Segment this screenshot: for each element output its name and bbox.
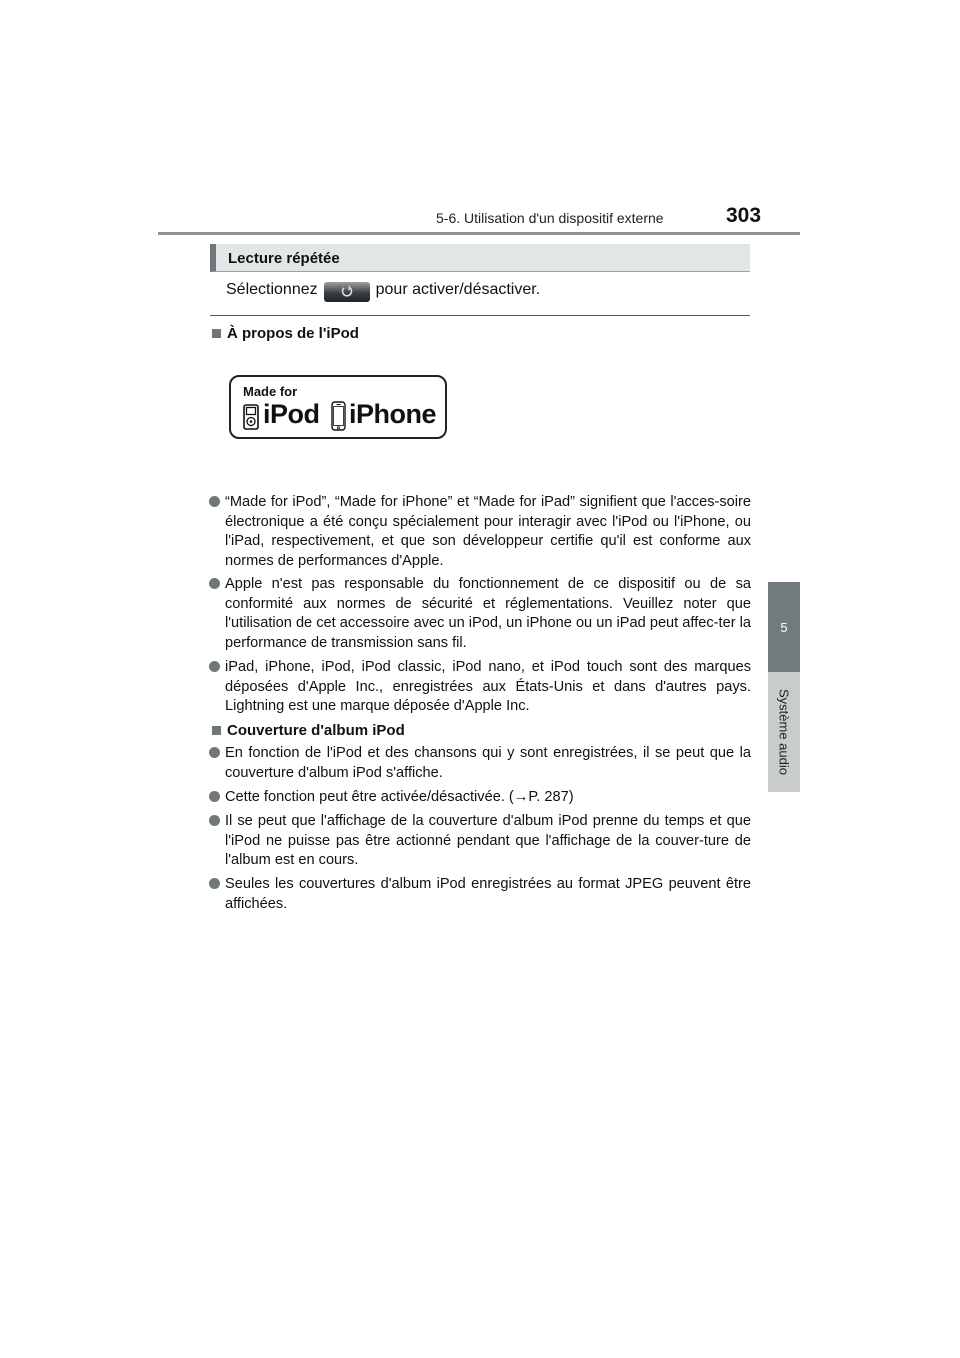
repeat-button xyxy=(324,282,370,302)
round-bullet-icon xyxy=(209,661,220,672)
square-bullet-icon xyxy=(212,329,221,338)
about-ipod-heading: À propos de l'iPod xyxy=(227,325,359,342)
about-ipod-heading-row xyxy=(212,325,359,342)
section-title: Lecture répétée xyxy=(228,250,340,267)
bullet-text: Apple n'est pas responsable du fonctionnement de ce dispositif ou de sa conformité aux normes de sécurité et réglementations. Veuillez noter que l'utilisation de cet accessoire avec un iPod, un iPhone ou un iPad peut affec-ter la performance de transmission sans fil. xyxy=(225,576,751,651)
section-title-bar xyxy=(210,244,750,272)
repeat-icon xyxy=(340,285,354,299)
logo-made-for: Made for xyxy=(243,384,298,399)
select-instruction xyxy=(226,280,540,300)
logo-iphone-text: iPhone xyxy=(349,399,437,429)
bullet-text: En fonction de l'iPod et des chansons qui y sont enregistrées, il se peut que la couverture d'album iPod s'affiche. xyxy=(225,745,751,781)
round-bullet-icon xyxy=(209,791,220,802)
header-rule xyxy=(158,232,800,235)
album-cover-heading: Couverture d'album iPod xyxy=(227,722,405,739)
album-cover-bullet-3 xyxy=(225,812,751,871)
album-cover-bullet-2 xyxy=(225,788,751,808)
round-bullet-icon xyxy=(209,578,220,589)
page-number: 303 xyxy=(726,204,762,227)
album-cover-bullet-4 xyxy=(225,875,751,914)
about-ipod-bullet-3 xyxy=(225,658,751,717)
logo-ipod-text: iPod xyxy=(263,399,320,429)
header-section-title: 5-6. Utilisation d'un dispositif externe xyxy=(436,210,664,226)
round-bullet-icon xyxy=(209,815,220,826)
bullet-text: “Made for iPod”, “Made for iPhone” et “Made for iPad” signifient que l'acces-soire électronique a été conçu spécialement pour interagir avec l'iPod ou l'iPhone, ou l'iPad, respectivement, et que son développeur certifie qu'il est conforme aux normes de performances d'Apple. xyxy=(225,494,751,569)
bullet-text: Seules les couvertures d'album iPod enregistrées au format JPEG peuvent être affichées. xyxy=(225,876,751,912)
ipod-device-icon xyxy=(243,404,259,430)
bullet-text: Il se peut que l'affichage de la couverture d'album iPod prenne du temps et que l'iPod ne puisse pas être actionné pendant que l'affichage de la couver-ture de l'album est en cours. xyxy=(225,813,751,868)
square-bullet-icon xyxy=(212,726,221,735)
album-cover-bullet-1 xyxy=(225,744,751,783)
made-for-ipod-iphone-logo xyxy=(229,375,447,439)
about-ipod-bullet-2 xyxy=(225,575,751,653)
bullet-text: Cette fonction peut être activée/désactivée. (→P. 287) xyxy=(225,789,574,805)
bullet-text: iPad, iPhone, iPod, iPod classic, iPod nano, et iPod touch sont des marques déposées d'Apple Inc., enregistrées aux États-Unis et dans d'autres pays. Lightning est une marque déposée d'Apple Inc. xyxy=(225,659,751,714)
iphone-device-icon xyxy=(331,401,346,431)
select-text-before: Sélectionnez xyxy=(226,281,318,298)
round-bullet-icon xyxy=(209,496,220,507)
select-text-after: pour activer/désactiver. xyxy=(375,281,541,298)
section-divider xyxy=(210,315,750,316)
chapter-number: 5 xyxy=(768,582,800,672)
round-bullet-icon xyxy=(209,878,220,889)
album-cover-heading-row xyxy=(212,722,405,739)
round-bullet-icon xyxy=(209,747,220,758)
about-ipod-bullet-1 xyxy=(225,493,751,571)
chapter-label-box xyxy=(768,672,800,792)
chapter-label: Système audio xyxy=(776,689,792,775)
